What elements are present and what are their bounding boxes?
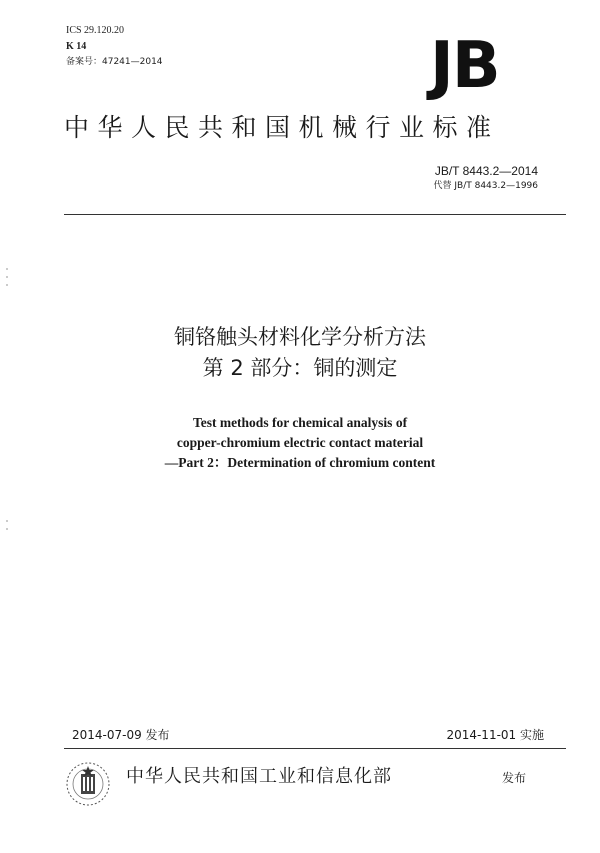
- ccs-code: K 14: [66, 41, 87, 52]
- standard-number: JB/T 8443.2—2014: [434, 164, 538, 178]
- filing-number: 备案号：47241—2014: [66, 57, 163, 67]
- implementation-date: 2014-11-01 实施: [446, 728, 544, 742]
- document-title-en-line-2: copper-chromium electric contact material: [176, 435, 424, 450]
- document-title-cn-line-2: 第 2 部分：铜的测定: [202, 356, 398, 380]
- issue-date: 2014-07-09 发布: [72, 728, 170, 742]
- document-title-cn-line-1: 铜铬触头材料化学分析方法: [174, 325, 426, 349]
- bottom-divider: [64, 748, 566, 749]
- issuer-name: 中华人民共和国工业和信息化部: [126, 766, 392, 787]
- standard-category-title: 中华人民共和国机械行业标准: [64, 113, 500, 142]
- jb-logo: JB: [430, 29, 499, 103]
- replaces-standard: 代替 JB/T 8443.2—1996: [433, 181, 538, 191]
- document-title-en-line-1: Test methods for chemical analysis of: [192, 415, 408, 430]
- document-title-en-line-3: —Part 2：Determination of chromium content: [164, 455, 436, 470]
- ics-code: ICS 29.120.20: [66, 25, 125, 36]
- ministry-seal: [64, 760, 112, 808]
- issuer-suffix: 发布: [502, 771, 527, 785]
- top-divider: [64, 214, 566, 215]
